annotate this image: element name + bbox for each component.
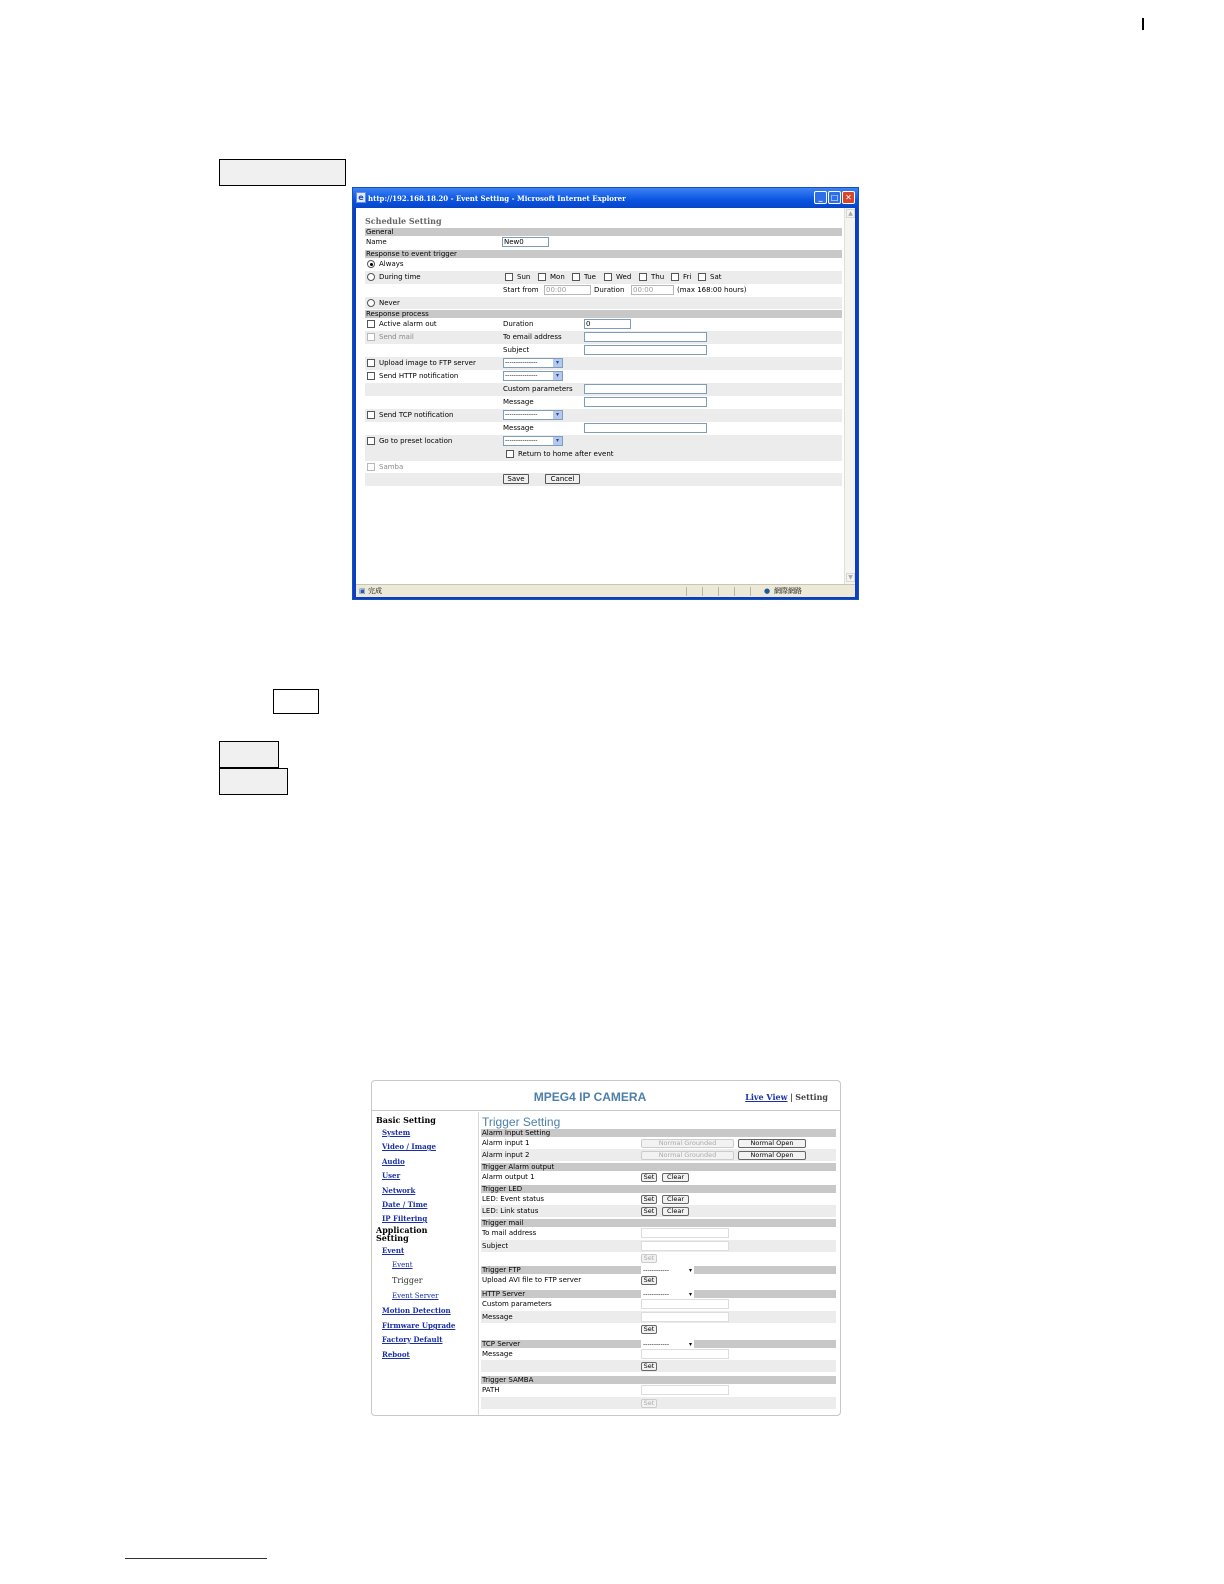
tcp-set-row	[481, 1360, 836, 1372]
nav-factory-default[interactable]: Factory Default	[382, 1335, 443, 1344]
nav-user[interactable]: User	[382, 1171, 401, 1180]
caption-box-top	[219, 159, 346, 186]
close-icon[interactable]: ✕	[842, 191, 855, 204]
page-edge-bar	[1142, 18, 1144, 30]
trigger-samba-section: Trigger SAMBA	[481, 1376, 836, 1384]
nav-event-server[interactable]: Event Server	[392, 1292, 439, 1300]
day-label-fri: Fri	[683, 273, 692, 281]
nav-system[interactable]: System	[382, 1128, 411, 1137]
http-message-label: Message	[503, 398, 534, 406]
led-event-set-button[interactable]: Set	[641, 1195, 657, 1204]
to-mail-row	[481, 1227, 836, 1239]
nav-reboot[interactable]: Reboot	[382, 1350, 410, 1359]
alarm-output-row	[481, 1171, 836, 1183]
tcp-message-input[interactable]	[641, 1349, 729, 1359]
tcp-row	[365, 409, 842, 422]
tcp-select-value: ---------------	[505, 411, 538, 418]
ie-logo-icon: e	[356, 192, 366, 203]
preset-row	[365, 435, 842, 461]
http-message-row	[481, 1311, 836, 1323]
send-mail-label: Send mail	[379, 333, 414, 341]
samba-set-row	[481, 1397, 836, 1409]
path-input[interactable]	[641, 1385, 729, 1395]
alarm-output-clear-button[interactable]: Clear	[662, 1173, 689, 1182]
alarm-input-1-row	[481, 1137, 836, 1149]
subject-row	[481, 1240, 836, 1252]
duration-input[interactable]: 00:00	[631, 285, 674, 295]
subject-row	[365, 344, 842, 357]
http-message-row	[365, 396, 842, 409]
return-home-label: Return to home after event	[518, 450, 614, 458]
to-mail-label: To mail address	[482, 1229, 537, 1237]
alarm-input-1-label: Alarm input 1	[482, 1139, 530, 1147]
send-mail-row	[365, 331, 842, 344]
tcp-notif-checkbox[interactable]	[367, 411, 375, 419]
tcp-message-label: Message	[503, 424, 534, 432]
normal-open-button-2[interactable]: Normal Open	[738, 1151, 806, 1160]
general-section: General	[365, 228, 842, 236]
page-done-icon: ▣	[359, 587, 366, 595]
scroll-down-icon[interactable]: ▼	[846, 573, 855, 582]
led-event-row	[481, 1193, 836, 1205]
nav-date-time[interactable]: Date / Time	[382, 1200, 428, 1209]
chevron-down-icon: ▾	[553, 437, 562, 445]
schedule-heading: Schedule Setting	[365, 216, 442, 226]
day-checkbox-wed[interactable]	[604, 273, 612, 281]
http-notif-label: Send HTTP notification	[379, 372, 459, 380]
samba-checkbox[interactable]	[367, 463, 375, 471]
preset-select[interactable]	[503, 436, 563, 446]
footer-underline	[125, 1558, 267, 1559]
trigger-ftp-label: Trigger FTP	[482, 1266, 521, 1274]
settings-sidebar	[372, 1112, 479, 1416]
chevron-down-icon: ▾	[553, 359, 562, 367]
tcp-server-section	[481, 1340, 836, 1348]
custom-params-label: Custom parameters	[503, 385, 573, 393]
top-link-separator: |	[790, 1093, 793, 1102]
save-button[interactable]: Save	[503, 474, 529, 484]
max-hours-note: (max 168:00 hours)	[677, 286, 747, 294]
mail-set-row	[481, 1252, 836, 1264]
event-setting-page	[356, 208, 855, 584]
during-time-label: During time	[379, 273, 421, 281]
basic-setting-heading: Basic Setting	[376, 1115, 436, 1125]
upload-avi-row	[481, 1274, 836, 1286]
http-select-value: ---------------	[505, 372, 538, 379]
http-set-button[interactable]: Set	[641, 1325, 657, 1334]
nav-audio[interactable]: Audio	[382, 1157, 405, 1166]
tcp-server-label: TCP Server	[482, 1340, 521, 1348]
samba-label: Samba	[379, 463, 404, 471]
day-label-sun: Sun	[517, 273, 531, 281]
tcp-set-button[interactable]: Set	[641, 1362, 657, 1371]
marker-box-a	[219, 741, 279, 768]
maximize-icon[interactable]: □	[828, 191, 841, 204]
window-title: http://192.168.18.20 - Event Setting - Microsoft Internet Explorer	[368, 194, 626, 203]
status-divider	[718, 587, 719, 596]
never-radio[interactable]	[367, 299, 375, 307]
scroll-up-icon[interactable]: ▲	[846, 209, 855, 218]
subject-label: Subject	[482, 1242, 509, 1250]
never-row-inner	[365, 297, 842, 310]
samba-set-button[interactable]: Set	[641, 1399, 657, 1408]
day-label-wed: Wed	[616, 273, 632, 281]
nav-firmware-upgrade[interactable]: Firmware Upgrade	[382, 1321, 456, 1330]
tcp-server-select[interactable]	[503, 410, 563, 420]
led-link-row	[481, 1205, 836, 1217]
start-from-input[interactable]: 00:00	[544, 285, 591, 295]
nav-event-sub[interactable]: Event	[392, 1261, 413, 1269]
custom-params-row	[365, 383, 842, 396]
chevron-down-icon: ▾	[553, 372, 562, 380]
tcp-message-label: Message	[482, 1350, 513, 1358]
upload-avi-set-button[interactable]: Set	[641, 1276, 657, 1285]
trigger-led-section: Trigger LED	[481, 1185, 836, 1193]
setting-link: Setting	[795, 1092, 828, 1102]
page-title: Trigger Setting	[482, 1115, 561, 1129]
status-divider	[750, 587, 751, 596]
name-input[interactable]: New0	[502, 237, 549, 247]
trigger-mail-section: Trigger mail	[481, 1219, 836, 1227]
to-mail-input[interactable]	[641, 1228, 729, 1238]
status-bar	[356, 584, 855, 597]
nav-video-image[interactable]: Video / Image	[382, 1142, 436, 1151]
day-checkbox-mon[interactable]	[538, 273, 546, 281]
active-alarm-checkbox[interactable]	[367, 320, 375, 328]
normal-grounded-button-1[interactable]: Normal Grounded	[641, 1139, 734, 1148]
path-label: PATH	[482, 1386, 500, 1394]
http-notif-checkbox[interactable]	[367, 372, 375, 380]
day-checkbox-fri[interactable]	[671, 273, 679, 281]
day-checkbox-sat[interactable]	[698, 273, 706, 281]
status-divider	[702, 587, 703, 596]
http-message-input[interactable]	[641, 1312, 729, 1322]
alarm-output-label: Alarm output 1	[482, 1173, 535, 1181]
path-row	[481, 1384, 836, 1396]
upload-ftp-label: Upload image to FTP server	[379, 359, 476, 367]
http-server-label: HTTP Server	[482, 1290, 526, 1298]
camera-header	[372, 1081, 840, 1111]
ftp-select-value: ------------	[643, 1267, 669, 1274]
chevron-down-icon: ▾	[688, 1267, 692, 1274]
always-label: Always	[379, 260, 404, 268]
zone-text: 網際網路	[774, 587, 802, 595]
cancel-button[interactable]: Cancel	[545, 474, 580, 484]
return-home-checkbox[interactable]	[506, 450, 514, 458]
tcp-message-row	[365, 422, 842, 435]
ftp-row	[365, 357, 842, 370]
nav-ip-filtering[interactable]: IP Filtering	[382, 1214, 428, 1223]
duration-label: Duration	[594, 286, 625, 294]
vertical-scrollbar[interactable]	[844, 208, 855, 584]
trigger-ftp-section	[481, 1266, 836, 1274]
day-label-sat: Sat	[710, 273, 722, 281]
day-checkbox-sun[interactable]	[505, 273, 513, 281]
to-email-label: To email address	[503, 333, 562, 341]
alarm-duration-label: Duration	[503, 320, 534, 328]
mail-set-button[interactable]: Set	[641, 1254, 657, 1263]
http-message-input[interactable]	[584, 397, 707, 407]
name-label: Name	[366, 238, 387, 246]
status-divider	[686, 587, 687, 596]
subject-input[interactable]	[641, 1241, 729, 1251]
custom-params-row	[481, 1298, 836, 1310]
status-text: 完成	[368, 587, 382, 595]
marker-box-b	[219, 768, 288, 795]
brand-title: MPEG4 IP CAMERA	[533, 1090, 647, 1104]
http-set-row	[481, 1323, 836, 1335]
ie-window	[352, 187, 859, 600]
http-message-label: Message	[482, 1313, 513, 1321]
trigger-setting-main	[481, 1112, 839, 1416]
during-time-row	[365, 271, 842, 284]
preset-checkbox[interactable]	[367, 437, 375, 445]
day-label-mon: Mon	[550, 273, 565, 281]
start-duration-row	[365, 284, 842, 297]
subject-label: Subject	[503, 346, 530, 354]
alarm-duration-input[interactable]: 0	[584, 319, 631, 329]
led-link-label: LED: Link status	[482, 1207, 539, 1215]
led-link-clear-button[interactable]: Clear	[662, 1207, 689, 1216]
day-label-tue: Tue	[584, 273, 596, 281]
response-process-section: Response process	[365, 310, 842, 318]
status-divider	[734, 587, 735, 596]
window-titlebar[interactable]	[353, 188, 858, 208]
active-alarm-label: Active alarm out	[379, 320, 437, 328]
send-mail-checkbox[interactable]	[367, 333, 375, 341]
custom-params-input[interactable]	[641, 1299, 729, 1309]
upload-avi-label: Upload AVI file to FTP server	[482, 1276, 582, 1284]
always-radio[interactable]	[367, 260, 375, 268]
tcp-message-row	[481, 1348, 836, 1360]
led-event-clear-button[interactable]: Clear	[662, 1195, 689, 1204]
application-setting-heading-2: Setting	[376, 1233, 409, 1243]
always-row	[365, 258, 842, 271]
subject-input[interactable]	[584, 345, 707, 355]
custom-params-label: Custom parameters	[482, 1300, 552, 1308]
during-time-radio[interactable]	[367, 273, 375, 281]
alarm-input-2-row	[481, 1149, 836, 1161]
led-event-label: LED: Event status	[482, 1195, 545, 1203]
camera-trigger-page	[371, 1080, 841, 1416]
upload-ftp-checkbox[interactable]	[367, 359, 375, 367]
alarm-output-set-button[interactable]: Set	[641, 1173, 657, 1182]
nav-motion-detection[interactable]: Motion Detection	[382, 1306, 451, 1315]
start-from-label: Start from	[503, 286, 539, 294]
response-trigger-section: Response to event trigger	[365, 250, 842, 258]
chevron-down-icon: ▾	[688, 1341, 692, 1348]
day-checkbox-thu[interactable]	[639, 273, 647, 281]
normal-grounded-button-2[interactable]: Normal Grounded	[641, 1151, 734, 1160]
tcp-select-value: ------------	[643, 1341, 669, 1348]
http-select-value: ------------	[643, 1291, 669, 1298]
alarm-input-2-label: Alarm input 2	[482, 1151, 530, 1159]
custom-params-input[interactable]	[584, 384, 707, 394]
ftp-select-value: ---------------	[505, 359, 538, 366]
nav-network[interactable]: Network	[382, 1186, 416, 1195]
chevron-down-icon: ▾	[553, 411, 562, 419]
application-setting-heading: Application	[376, 1225, 428, 1235]
nav-trigger-current: Trigger	[392, 1276, 423, 1285]
minimize-icon[interactable]: _	[814, 191, 827, 204]
normal-open-button-1[interactable]: Normal Open	[738, 1139, 806, 1148]
marker-box-small	[273, 689, 319, 714]
alarm-input-section: Alarm Input Setting	[481, 1129, 836, 1137]
alarm-out-row	[365, 318, 842, 331]
buttons-row	[365, 473, 842, 486]
never-label: Never	[379, 299, 400, 307]
http-server-select[interactable]	[503, 371, 563, 381]
led-link-set-button[interactable]: Set	[641, 1207, 657, 1216]
tcp-notif-label: Send TCP notification	[379, 411, 454, 419]
preset-select-value: ---------------	[505, 437, 538, 444]
day-checkbox-tue[interactable]	[572, 273, 580, 281]
chevron-down-icon: ▾	[688, 1291, 692, 1298]
top-links	[745, 1092, 828, 1102]
day-label-thu: Thu	[651, 273, 665, 281]
live-view-link[interactable]: Live View	[745, 1092, 788, 1102]
nav-event[interactable]: Event	[382, 1246, 405, 1255]
ftp-server-select[interactable]	[503, 358, 563, 368]
to-email-input[interactable]	[584, 332, 707, 342]
http-server-section	[481, 1290, 836, 1298]
internet-zone-icon: ●	[764, 587, 771, 595]
name-row	[365, 236, 842, 249]
trigger-alarm-output-section: Trigger Alarm output	[481, 1163, 836, 1171]
preset-label: Go to preset location	[379, 437, 453, 445]
tcp-message-input[interactable]	[584, 423, 707, 433]
http-row	[365, 370, 842, 383]
